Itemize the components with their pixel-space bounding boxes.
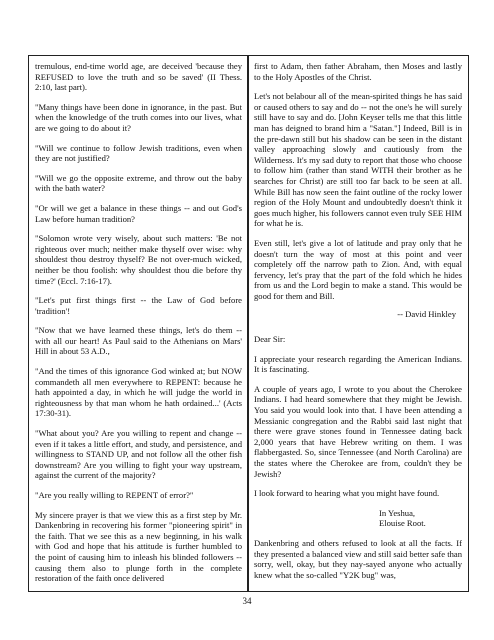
left-paragraph-2: "Many things have been done in ignorance, in the past. But when the knowledge of the truth comes into our lives, what are we going to do about it?: [35, 101, 242, 133]
left-paragraph-8: "Now that we have learned these things, let's do them -- with all our heart! As Paul said to the Athenians on Mars' Hill in about 53 A.D.,: [35, 325, 242, 357]
letter-paragraph-1: I appreciate your research regarding the American Indians. It is fascinating.: [254, 353, 462, 375]
left-paragraph-4: "Will we go the opposite extreme, and throw out the baby with the bath water?: [35, 172, 242, 194]
signature-hinkley: -- David Hinkley: [397, 309, 456, 320]
page-number: 34: [242, 596, 252, 606]
signature-name: Elouise Root.: [379, 518, 426, 529]
right-paragraph-3: Even still, let's give a lot of latitude and pray only that he doesn't turn the way of most at this point and veer completely off the narrow path to Zion. And, with equal fervency, let's pray that the part of the fold which he hides from us and the Lord begin to make a stand. This would be good for them and Bill.: [254, 237, 462, 301]
letter-paragraph-3: I look forward to hearing what you might have found.: [254, 488, 440, 499]
left-paragraph-11: "Are you really willing to REPENT of error?": [35, 490, 194, 500]
right-column: [247, 55, 469, 592]
left-paragraph-3: "Will we continue to follow Jewish traditions, even when they are not justified?: [35, 142, 242, 164]
left-column: [28, 55, 249, 592]
left-paragraph-6: "Solomon wrote very wisely, about such matters: 'Be not righteous over much; neither make thyself over wise: why shouldest thou destroy thyself? Be not over-much wicked, neither be thou foolish: why shouldest thou die before thy time?' (Eccl. 7:16-17).: [35, 233, 242, 286]
right-paragraph-final: Dankenbring and others refused to look at all the facts. If they presented a balanced view and still said better safe than sorry, well, okay, but they nay-sayed anyone who actually knew what the so-called "Y2K bug" was,: [254, 537, 462, 580]
left-paragraph-1: tremulous, end-time world age, are deceived 'because they REFUSED to love the truth and so be saved' (II Thess. 2:10, last part).: [35, 61, 242, 93]
left-paragraph-5: "Or will we get a balance in these things -- and out God's Law before human tradition?: [35, 202, 242, 224]
left-paragraph-7: "Let's put first things first -- the Law of God before 'tradition'!: [35, 295, 242, 316]
right-paragraph-1: first to Adam, then father Abraham, then Moses and lastly to the Holy Apostles of the Christ.: [254, 61, 462, 82]
signature-root: [254, 508, 462, 529]
left-paragraph-12: My sincere prayer is that we view this as a first step by Mr. Dankenbring in recovering his former "pioneering spirit" in the faith. That we see this as a new beginning, in his walk with God and hope that his attitude is further humbled to the point of causing him to inleash his blinded followers -- causing them also to plunge forth in the complete restoration of the faith once delivered: [35, 509, 242, 584]
signature-closing: In Yeshua,: [379, 507, 416, 518]
letter-salutation: Dear Sir:: [254, 334, 286, 345]
right-paragraph-2: Let's not belabour all of the mean-spirited things he has said or caused others to say and do -- not the one's he will surely still have to say and do. [John Keyser tells me that this little man has deigned to brand him a "Satan."] Indeed, Bill is in the pre-dawn still but his shadow can be seen in the distant valley approaching slowly and cautiously from the Wilderness. It's my sad duty to report that those who choose to follow him (rather than stand WITH their brother as he searches for Christ) are still too far back to be seen at all. While Bill has now seen the faint outline of the rocky lower region of the Holy Mount and undoubtedly doesn't think it goes much higher, his followers cannot even truly SEE HIM for what he is.: [254, 91, 462, 229]
letter-paragraph-2: A couple of years ago, I wrote to you about the Cherokee Indians. I had heard somewhere that they might be Jewish. You said you would look into that. I have been attending a Messianic congregation and the Rabbi said last night that there were grave stones found in Tennessee dating back 2,000 years that have Hebrew writing on them. I was flabbergasted. So, since Tennessee (and North Carolina) are the states where the Cherokee are from, couldn't they be Jewish?: [254, 383, 462, 479]
left-paragraph-10: "What about you? Are you willing to repent and change -- even if it takes a little effort, and study, and persistence, and willingness to STAND UP, and not follow all the other fish downstream? Are you willing to fight your way upstream, against the current of the majority?: [35, 428, 242, 481]
left-paragraph-9: "And the times of this ignorance God winked at; but NOW commandeth all men everywhere to REPENT: because he hath appointed a day, in which he will judge the world in righteousness by that man whom he hath ordained...' (Acts 17:30-31).: [35, 366, 242, 419]
